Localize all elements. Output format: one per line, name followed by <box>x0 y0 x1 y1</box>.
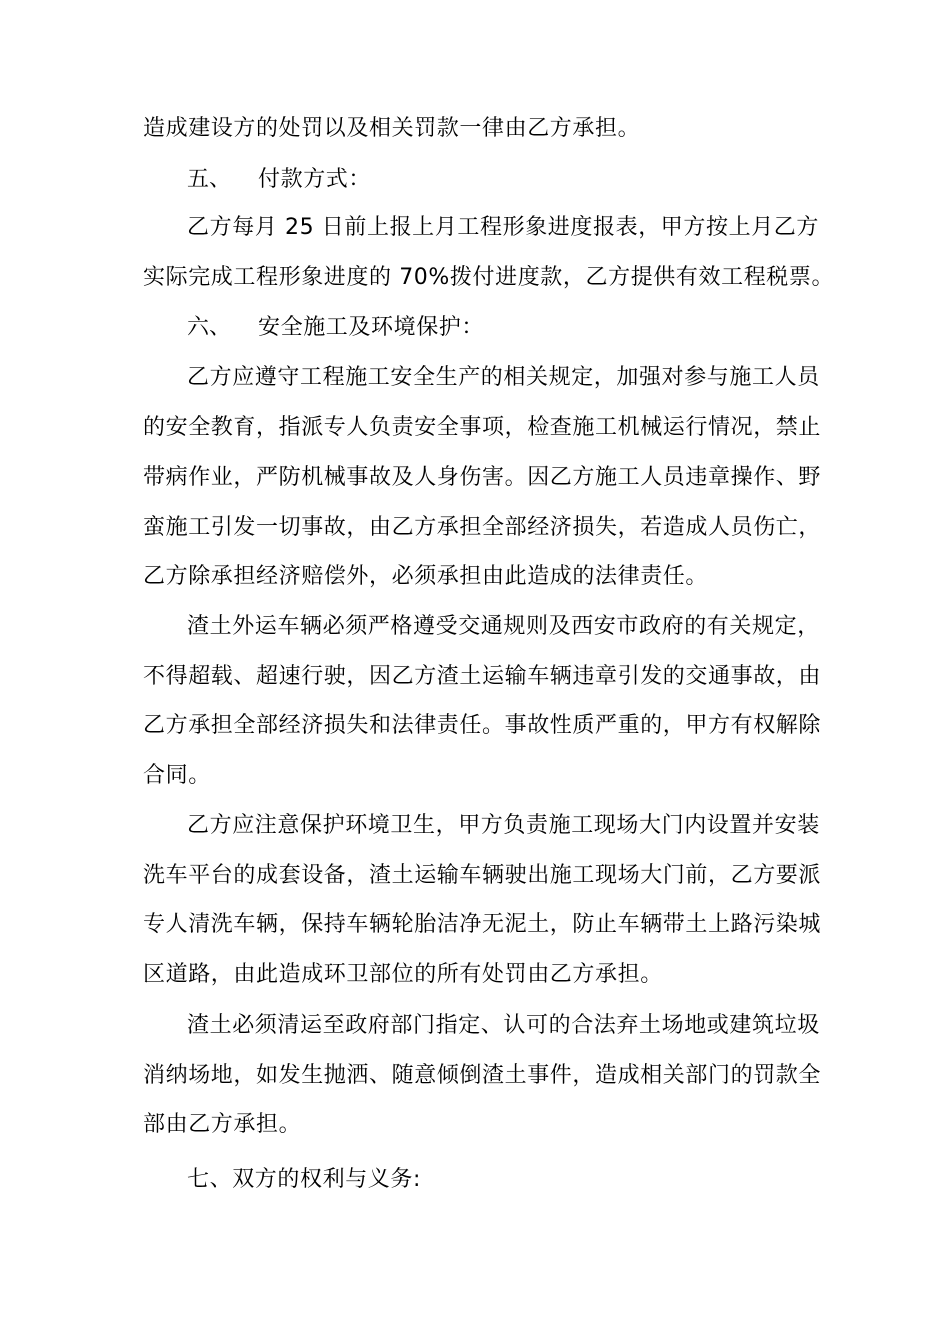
paragraph-line: 乙方每月 25 日前上报上月工程形象进度报表，甲方按上月乙方 <box>187 215 819 240</box>
paragraph-line: 造成建设方的处罚以及相关罚款一律由乙方承担。 <box>143 116 641 141</box>
paragraph-line: 渣土外运车辆必须严格遵受交通规则及西安市政府的有关规定， <box>187 614 820 639</box>
section-heading: 安全施工及环境保护： <box>258 315 485 340</box>
paragraph-line: 乙方承担全部经济损失和法律责任。事故性质严重的，甲方有权解除 <box>143 713 822 738</box>
paragraph-line: 专人清洗车辆，保持车辆轮胎洁净无泥土，防止车辆带土上路污染城 <box>143 912 822 937</box>
paragraph-line: 合同。 <box>143 763 211 788</box>
section-number: 五、 <box>187 167 232 192</box>
paragraph-line: 消纳场地，如发生抛洒、随意倾倒渣土事件，造成相关部门的罚款全 <box>143 1063 822 1088</box>
paragraph-line: 乙方应注意保护环境卫生，甲方负责施工现场大门内设置并安装 <box>187 813 820 838</box>
paragraph-line: 区道路，由此造成环卫部位的所有处罚由乙方承担。 <box>143 962 663 987</box>
paragraph-line: 的安全教育，指派专人负责安全事项，检查施工机械运行情况，禁止 <box>143 415 822 440</box>
paragraph-line: 蛮施工引发一切事故，由乙方承担全部经济损失，若造成人员伤亡， <box>143 515 822 540</box>
paragraph-line: 洗车平台的成套设备，渣土运输车辆驶出施工现场大门前，乙方要派 <box>143 863 822 888</box>
paragraph-line: 乙方应遵守工程施工安全生产的相关规定，加强对参与施工人员 <box>187 365 820 390</box>
section-heading: 付款方式： <box>258 167 372 192</box>
paragraph-line: 实际完成工程形象进度的 70%拨付进度款，乙方提供有效工程税票。 <box>143 265 835 290</box>
paragraph-line: 乙方除承担经济赔偿外，必须承担由此造成的法律责任。 <box>143 564 709 589</box>
section-heading: 七、双方的权利与义务: <box>187 1167 422 1192</box>
paragraph-line: 带病作业，严防机械事故及人身伤害。因乙方施工人员违章操作、野 <box>143 465 822 490</box>
paragraph-line: 部由乙方承担。 <box>143 1112 302 1137</box>
paragraph-line: 渣土必须清运至政府部门指定、认可的合法弃土场地或建筑垃圾 <box>187 1013 820 1038</box>
paragraph-line: 不得超载、超速行驶，因乙方渣土运输车辆违章引发的交通事故，由 <box>143 664 822 689</box>
section-number: 六、 <box>187 315 232 340</box>
